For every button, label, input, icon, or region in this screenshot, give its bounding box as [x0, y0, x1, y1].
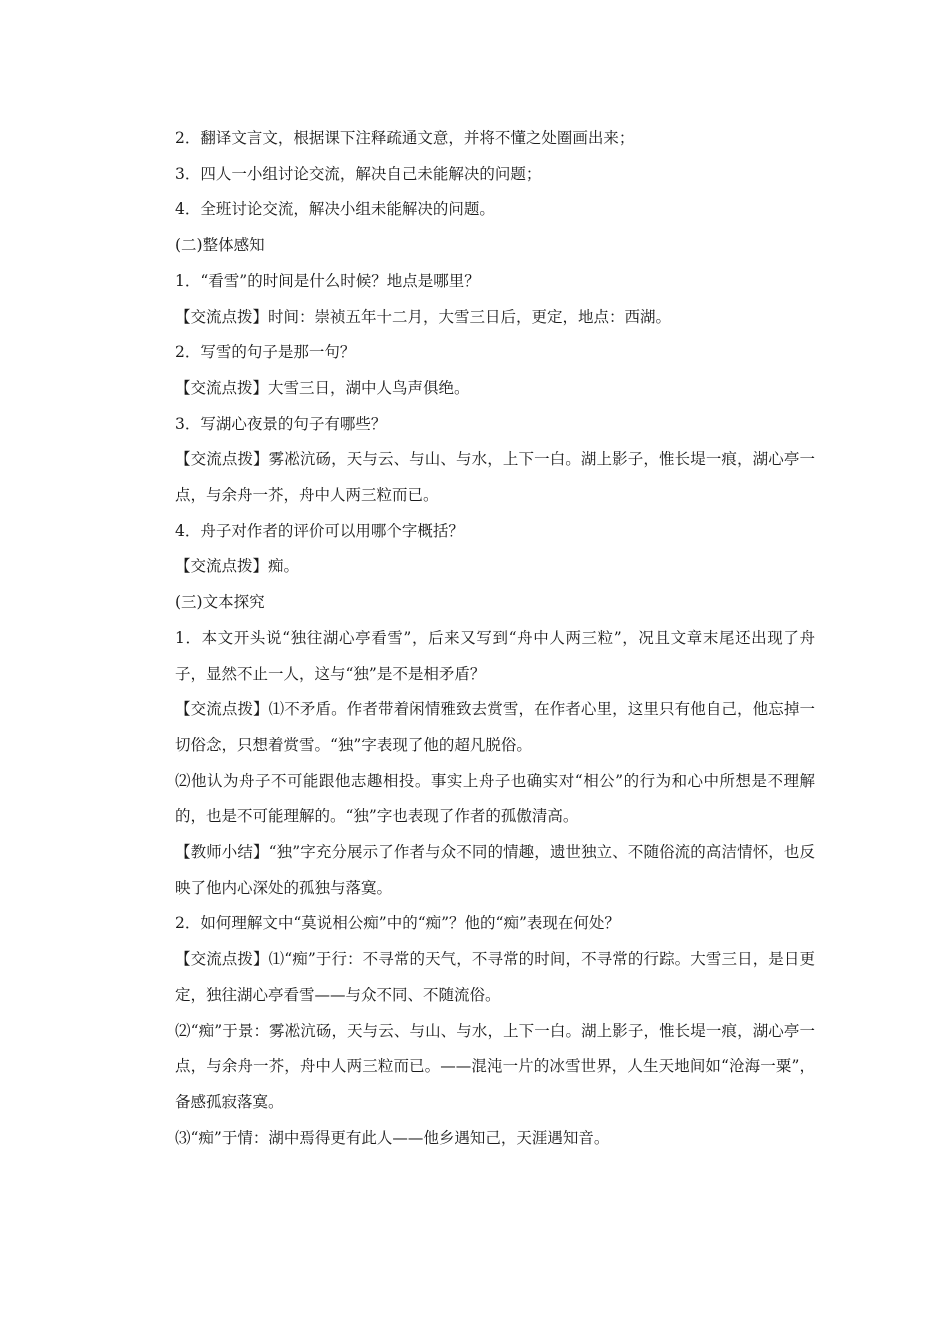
paragraph: 【交流点拨】大雪三日，湖中人鸟声俱绝。: [175, 378, 470, 397]
paragraph: ⑶“痴”于情：湖中焉得更有此人——他乡遇知己，天涯遇知音。: [175, 1128, 610, 1147]
paragraph: ⑵“痴”于景：雾凇沆砀，天与云、与山、与水，上下一白。湖上影子，惟长堤一痕，湖心亭一点，与余舟一芥，舟中人两三粒而已。——混沌一片的冰雪世界，人生天地间如“沧海一粟”，备感孤寂落寞。: [175, 1021, 815, 1111]
paragraph: (三)文本探究: [175, 593, 265, 612]
paragraph: 1．本文开头说“独往湖心亭看雪”，后来又写到“舟中人两三粒”，况且文章末尾还出现了舟子，显然不止一人，这与“独”是不是相矛盾？: [175, 628, 815, 683]
paragraph: 3．写湖心夜景的句子有哪些？: [175, 414, 387, 433]
paragraph: 【交流点拨】⑴“痴”于行：不寻常的天气，不寻常的时间，不寻常的行踪。大雪三日，是日更定，独往湖心亭看雪——与众不同、不随流俗。: [175, 950, 815, 1004]
paragraph: 3．四人一小组讨论交流，解决自己未能解决的问题；: [175, 164, 542, 183]
paragraph: 4．全班讨论交流，解决小组未能解决的问题。: [175, 200, 495, 219]
paragraph: (二)整体感知: [175, 236, 265, 255]
paragraph: 【教师小结】“独”字充分展示了作者与众不同的情趣，遗世独立、不随俗流的高洁情怀，也反映了他内心深处的孤独与落寞。: [175, 843, 815, 897]
paragraph: 【交流点拨】痴。: [175, 557, 300, 576]
paragraph: ⑵他认为舟子不可能跟他志趣相投。事实上舟子也确实对“相公”的行为和心中所想是不理解的，也是不可能理解的。“独”字也表现了作者的孤傲清高。: [175, 771, 815, 826]
paragraph: 2．翻译文言文，根据课下注释疏通文意，并将不懂之处圈画出来；: [175, 129, 635, 147]
paragraph: 【交流点拨】⑴不矛盾。作者带着闲情雅致去赏雪，在作者心里，这里只有他自己，他忘掉一切俗念，只想着赏雪。“独”字表现了他的超凡脱俗。: [175, 700, 815, 754]
document-body: [145, 121, 815, 1156]
paragraph: 1．“看雪”的时间是什么时候？地点是哪里？: [175, 271, 480, 290]
paragraph: 2．写雪的句子是那一句？: [175, 343, 356, 362]
paragraph: 4．舟子对作者的评价可以用哪个字概括？: [175, 521, 464, 540]
paragraph: 2．如何理解文中“莫说相公痴”中的“痴”？他的“痴”表现在何处？: [175, 914, 620, 933]
paragraph: 【交流点拨】时间：崇祯五年十二月，大雪三日后，更定，地点：西湖。: [175, 307, 672, 326]
paragraph: 【交流点拨】雾凇沆砀，天与云、与山、与水，上下一白。湖上影子，惟长堤一痕，湖心亭一点，与余舟一芥，舟中人两三粒而已。: [175, 450, 815, 505]
